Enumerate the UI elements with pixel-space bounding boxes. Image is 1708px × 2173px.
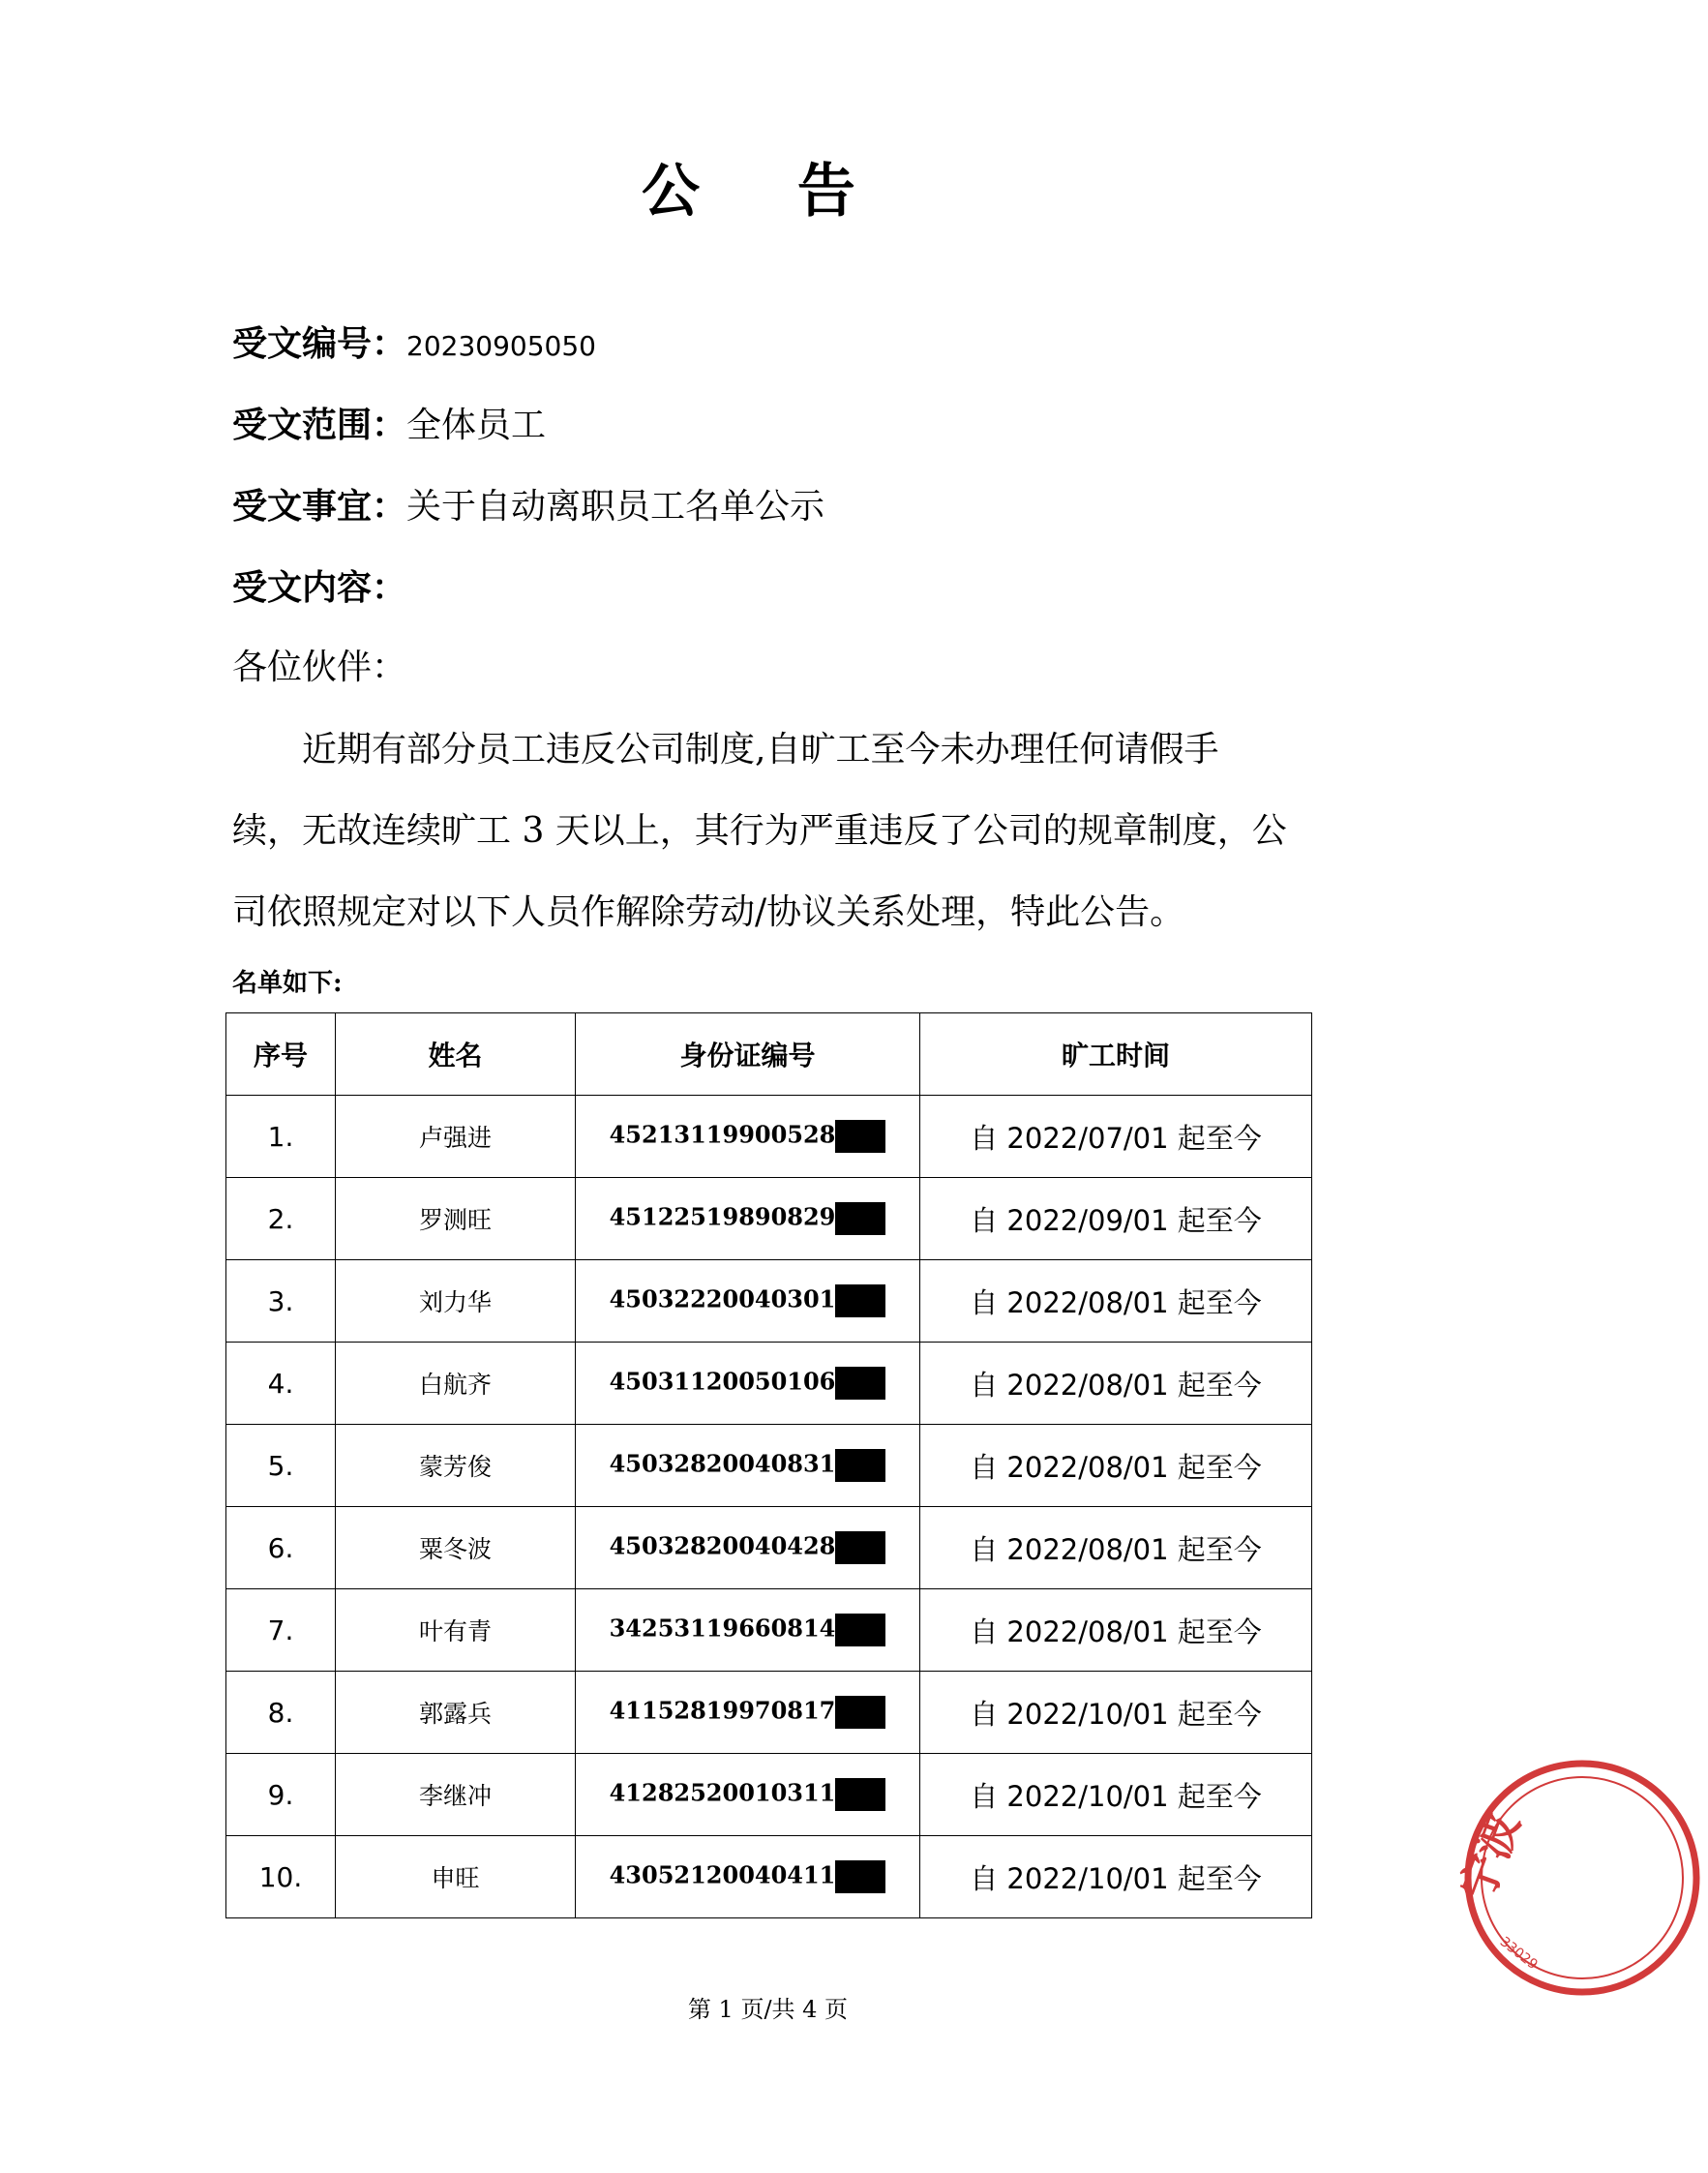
redaction-block: [835, 1284, 885, 1317]
svg-text:33029: 33029: [1496, 1934, 1541, 1974]
row-seq: 7.: [226, 1589, 336, 1672]
row-seq: 4.: [226, 1343, 336, 1425]
row-seq: 8.: [226, 1672, 336, 1754]
employee-table: [225, 1012, 1312, 1918]
svg-text:宁波: 宁波: [1450, 1805, 1530, 1908]
row-name: 粟冬波: [336, 1507, 576, 1589]
table-row: [226, 1754, 1312, 1836]
row-id: [576, 1343, 920, 1425]
matter-label: 受文事宜：: [232, 486, 407, 527]
greeting: 各位伙伴：: [232, 648, 407, 687]
row-seq: 3.: [226, 1260, 336, 1343]
row-period: 自 2022/10/01 起至今: [920, 1754, 1312, 1836]
table-header-row: [226, 1013, 1312, 1096]
table-row: [226, 1096, 1312, 1178]
row-id-text: 45032820040831: [609, 1449, 836, 1478]
redaction-block: [835, 1202, 885, 1235]
table-row: [226, 1260, 1312, 1343]
row-name: 郭露兵: [336, 1672, 576, 1754]
row-id-text: 41282520010311: [609, 1778, 836, 1807]
row-seq: 2.: [226, 1178, 336, 1260]
doc-number-label: 受文编号：: [232, 323, 407, 364]
body-line-3: 司依照规定对以下人员作解除劳动/协议关系处理，特此公告。: [232, 892, 1185, 932]
row-id-text: 45122519890829: [609, 1202, 836, 1231]
redaction-block: [835, 1778, 885, 1811]
row-name: 叶有青: [336, 1589, 576, 1672]
row-period: 自 2022/08/01 起至今: [920, 1507, 1312, 1589]
table-row: [226, 1507, 1312, 1589]
redaction-block: [835, 1860, 885, 1893]
matter-value: 关于自动离职员工名单公示: [406, 487, 825, 527]
page-footer: 第 1 页/共 4 页: [687, 1996, 849, 2023]
row-id-text: 34253119660814: [609, 1614, 836, 1643]
row-seq: 5.: [226, 1425, 336, 1507]
row-id: [576, 1589, 920, 1672]
scope-value: 全体员工: [406, 406, 547, 445]
content-line: [232, 563, 406, 613]
body-line-1: 近期有部分员工违反公司制度,自旷工至今未办理任何请假手: [302, 730, 1219, 770]
document-title: 公 告: [642, 158, 894, 226]
row-id: [576, 1507, 920, 1589]
redaction-block: [835, 1367, 885, 1400]
row-id: [576, 1260, 920, 1343]
row-id: [576, 1836, 920, 1918]
row-name: 罗测旺: [336, 1178, 576, 1260]
redaction-block: [835, 1449, 885, 1482]
row-period: 自 2022/07/01 起至今: [920, 1096, 1312, 1178]
row-seq: 9.: [226, 1754, 336, 1836]
table-row: [226, 1589, 1312, 1672]
content-label: 受文内容：: [232, 567, 407, 608]
row-period: 自 2022/08/01 起至今: [920, 1425, 1312, 1507]
header-period: 旷工时间: [920, 1013, 1312, 1096]
body-line-2: 续，无故连续旷工 3 天以上，其行为严重违反了公司的规章制度，公: [232, 811, 1287, 851]
row-period: 自 2022/09/01 起至今: [920, 1178, 1312, 1260]
row-id-text: 45031120050106: [609, 1367, 836, 1396]
header-name: 姓名: [336, 1013, 576, 1096]
row-id: [576, 1425, 920, 1507]
scope-line: [232, 401, 546, 450]
row-period: 自 2022/08/01 起至今: [920, 1260, 1312, 1343]
row-period: 自 2022/08/01 起至今: [920, 1343, 1312, 1425]
table-row: [226, 1178, 1312, 1260]
row-id-text: 45213119900528: [609, 1120, 836, 1149]
row-id-text: 41152819970817: [609, 1696, 836, 1725]
row-id-text: 43052120040411: [609, 1860, 836, 1889]
redaction-block: [835, 1531, 885, 1564]
row-period: 自 2022/10/01 起至今: [920, 1672, 1312, 1754]
row-period: 自 2022/10/01 起至今: [920, 1836, 1312, 1918]
row-name: 卢强进: [336, 1096, 576, 1178]
matter-line: [232, 482, 824, 531]
row-id: [576, 1178, 920, 1260]
header-id: 身份证编号: [576, 1013, 920, 1096]
row-name: 白航齐: [336, 1343, 576, 1425]
row-period: 自 2022/08/01 起至今: [920, 1589, 1312, 1672]
row-id-text: 45032220040301: [609, 1284, 836, 1313]
scope-label: 受文范围：: [232, 405, 407, 445]
row-id: [576, 1754, 920, 1836]
header-seq: 序号: [226, 1013, 336, 1096]
table-row: [226, 1425, 1312, 1507]
table-row: [226, 1343, 1312, 1425]
row-name: 蒙芳俊: [336, 1425, 576, 1507]
company-seal-icon: [1450, 1752, 1708, 2004]
row-name: 刘力华: [336, 1260, 576, 1343]
redaction-block: [835, 1614, 885, 1646]
row-id: [576, 1096, 920, 1178]
table-row: [226, 1672, 1312, 1754]
redaction-block: [835, 1696, 885, 1729]
row-seq: 10.: [226, 1836, 336, 1918]
row-name: 申旺: [336, 1836, 576, 1918]
list-title: 名单如下:: [232, 969, 343, 998]
doc-number-line: [232, 319, 596, 371]
row-id-text: 45032820040428: [609, 1531, 836, 1560]
row-seq: 1.: [226, 1096, 336, 1178]
doc-number-value: 20230905050: [406, 330, 596, 362]
row-name: 李继冲: [336, 1754, 576, 1836]
table-row: [226, 1836, 1312, 1918]
redaction-block: [835, 1120, 885, 1153]
row-seq: 6.: [226, 1507, 336, 1589]
row-id: [576, 1672, 920, 1754]
